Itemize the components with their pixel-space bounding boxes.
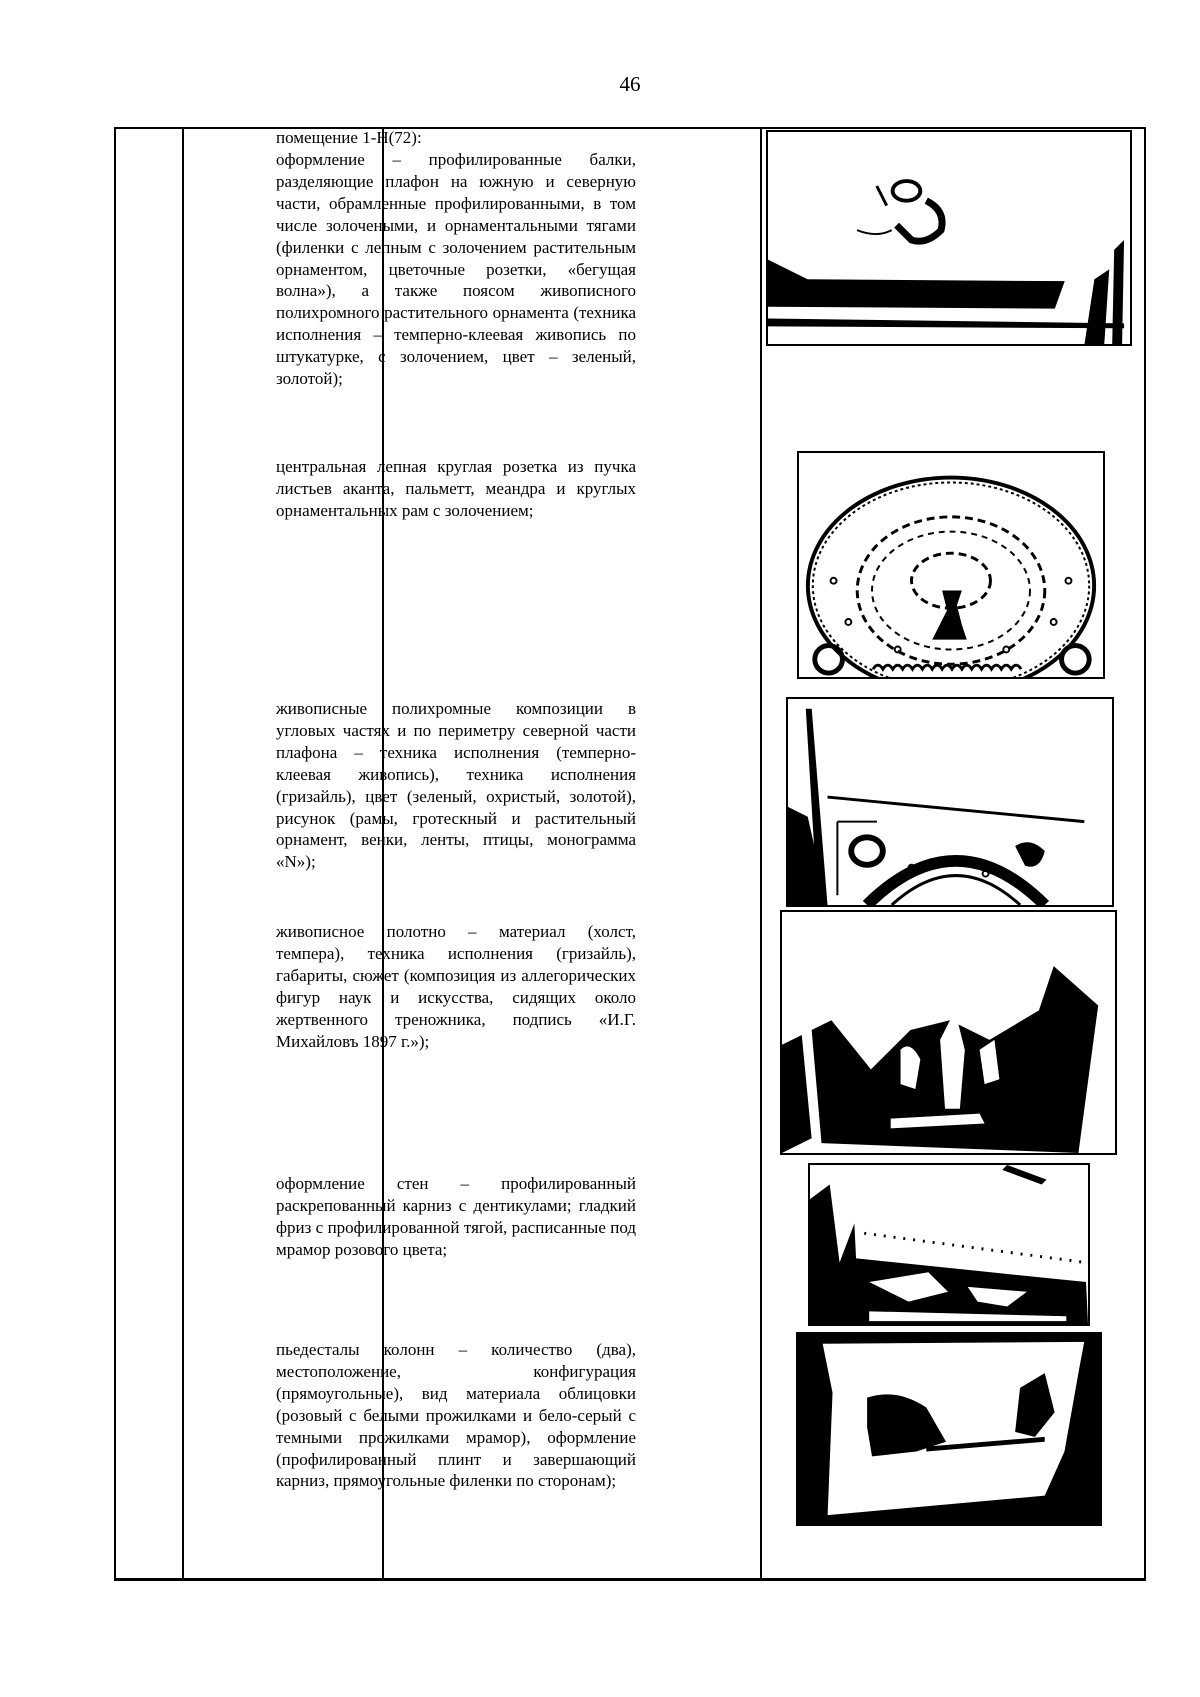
room-header: помещение 1-Н(72): — [276, 128, 422, 147]
table-column-number — [116, 129, 184, 1578]
central-rosette-photo — [797, 451, 1105, 679]
entry-text-canvas-painting: живописное полотно – материал (холст, темпера), техника исполнения (гризайль), габариты, сюжет (композиция из аллегорических фигур наук и искусства, сидящих около жертвенного треножника, подпись «И.Г. Михайловъ 1897 г.»); — [276, 922, 636, 1051]
entry-text-wall-decoration: оформление стен – профилированный раскрепованный карниз с дентикулами; гладкий фриз с профилированной тягой, расписанные под мрамор розового цвета; — [276, 1174, 636, 1259]
ceiling-beams-photo — [766, 130, 1132, 346]
entry-text-central-rosette: центральная лепная круглая розетка из пучка листьев аканта, пальметт, меандра и круглых орнаментальных рам с золочением; — [276, 457, 636, 520]
entry-text-ceiling-beams: оформление – профилированные балки, разделяющие плафон на южную и северную части, обрамленные профилированными, в том числе золочеными, и орнаментальными тягами (филенки с лепным с золочением растительным орнаментом, цветочные розетки, «бегущая волна»), а также поясом живописного полихромного растительного орнамента (техника исполнения – темперно-клеевая живопись по штукатурке, с золочением, цвет – зеленый, золотой); — [276, 150, 636, 389]
entry-text-column-pedestals: пьедесталы колонн – количество (два), местоположение, конфигурация (прямоугольные), вид материала облицовки (розовый с белыми прожилками и бело-серый с темными прожилками мрамор), оформление (профилированный плинт и завершающий карниз, прямоугольные филенки по сторонам); — [276, 1340, 636, 1491]
corner-compositions-photo — [786, 697, 1114, 907]
entry-text-corner-compositions: живописные полихромные композиции в угловых частях и по периметру северной части плафона – техника исполнения (темперно-клеевая живопись), техника исполнения (гризайль), цвет (зеленый, охристый, золотой), рисунок (рамы, гротескный и растительный орнамент, венки, ленты, птицы, монограмма «N»); — [276, 699, 636, 872]
wall-cornice-photo — [808, 1163, 1090, 1326]
column-pedestal-photo — [796, 1332, 1102, 1526]
page-number: 46 — [619, 72, 641, 96]
canvas-painting-photo — [780, 910, 1117, 1155]
